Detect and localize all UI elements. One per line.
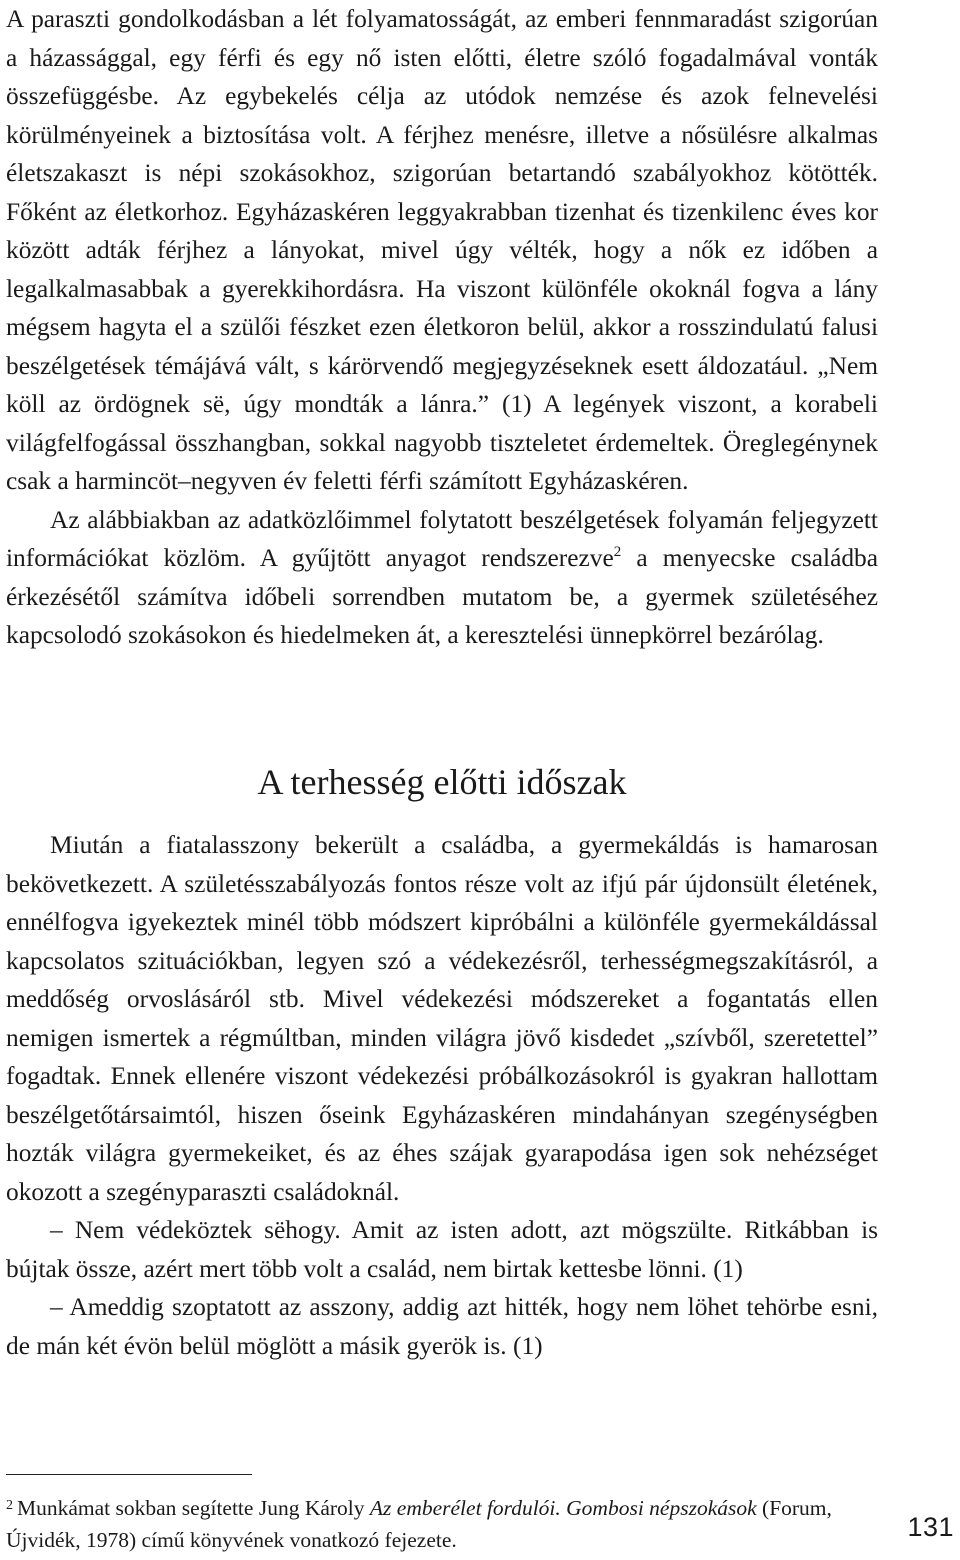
section-heading: A terhesség előtti időszak <box>257 762 627 802</box>
intro-paragraph-2-end: a menyecske családba érkezésétől számítva időbeli sorrendben mutatom be, a gyermek születéséhez kapcsolodó szokásokon és hiedelmeken át, a keresztelési ünnepkörrel bezárólag. <box>6 544 878 649</box>
footnote-number: 2 <box>6 1498 13 1513</box>
pregnancy-paragraph-1: Miután a fiatalasszony bekerült a családba, a gyermekáldás is hamarosan bekövetkezett. A születésszabályozás fontos része volt az ifjú pár újdonsült életének, ennélfogva igyekeztek minél több módszert kipróbálni a különféle gyermekáldással kapcsolatos szituációkban, legyen szó a védekezésről, terhességmegszakításról, a meddőség orvoslásáról stb. Mivel védekezési módszereket a fogantatás ellen nemigen ismertek a régmúltban, minden világra jövő kisdedet „szívből, szeretettel” fogadtak. Ennek ellenére viszont védekezési próbálkozásokról is gyakran hallottam beszélgetőtársaimtól, hiszen őseink Egyházaskéren mindahányan szegénységben hozták világra gyermekeiket, és az éhes szájak gyarapodása igen sok nehézséget okozott a szegényparaszti családoknál. <box>6 831 878 1206</box>
footnote-text-start: Munkámat sokban segítette Jung Károly <box>17 1496 370 1520</box>
intro-paragraph-2-start: Az alábbiakban az adatközlőimmel folytatott beszélgetések folyamán feljegyzett információkat közlöm. A gyűjtött anyagot rendszerezve <box>6 505 878 572</box>
section-intro <box>6 0 878 655</box>
footnote-book-title: Az emberélet fordulói. Gombosi népszokások <box>369 1496 757 1520</box>
footnote-divider <box>6 1474 252 1475</box>
quote-paragraph-2: – Ameddig szoptatott az asszony, addig azt hitték, hogy nem löhet tehörbe esni, de mán két évön belül möglött a másik gyerök is. (1) <box>6 1293 878 1360</box>
intro-paragraph-1: A paraszti gondolkodásban a lét folyamatosságát, az emberi fennmaradást szigorúan a házassággal, egy férfi és egy nő isten előtti, életre szóló fogadalmával vonták összefüggésbe. Az egybekelés célja az utódok nemzése és azok felnevelési körülményeinek a biztosítása volt. A férjhez menésre, illetve a nősülésre alkalmas életszakaszt is népi szokásokhoz, szigorúan betartandó szabályokhoz kötötték. Főként az életkorhoz. Egyházaskéren leggyakrabban tizenhat és tizenkilenc éves kor között adták férjhez a lányokat, mivel úgy vélték, hogy a nők ez időben a legalkalmasabbak a gyerekkihordásra. Ha viszont különféle okoknál fogva a lány mégsem hagyta el a szülői fészket ezen életkoron belül, akkor a rosszindulatú falusi beszélgetések témájává vált, s kárörvendő megjegyzéseknek esett áldozatául. „Nem köll az ördögnek së, úgy mondták a lánra.” (1) A legények viszont, a korabeli világfelfogással összhangban, sokkal nagyobb tiszteletet érdemeltek. Öreglegénynek csak a harmincöt–negyven év feletti férfi számított Egyházaskéren. <box>6 5 878 495</box>
footnote-text-end: (Forum, Újvidék, 1978) című könyvének vonatkozó fejezete. <box>6 1496 832 1552</box>
footnote-reference: 2 <box>613 544 622 560</box>
intro-paragraph-2 <box>6 501 878 655</box>
quote-paragraph-1: – Nem védeköztek sëhogy. Amit az isten adott, azt mögszülte. Ritkábban is bújtak össze, azért mert több volt a család, nem birtak kettesbe lönni. (1) <box>6 1216 878 1283</box>
page-number: 131 <box>907 1512 954 1542</box>
section-pregnancy <box>6 826 878 1365</box>
footnote-text <box>6 1490 878 1556</box>
footnote <box>6 1490 878 1556</box>
